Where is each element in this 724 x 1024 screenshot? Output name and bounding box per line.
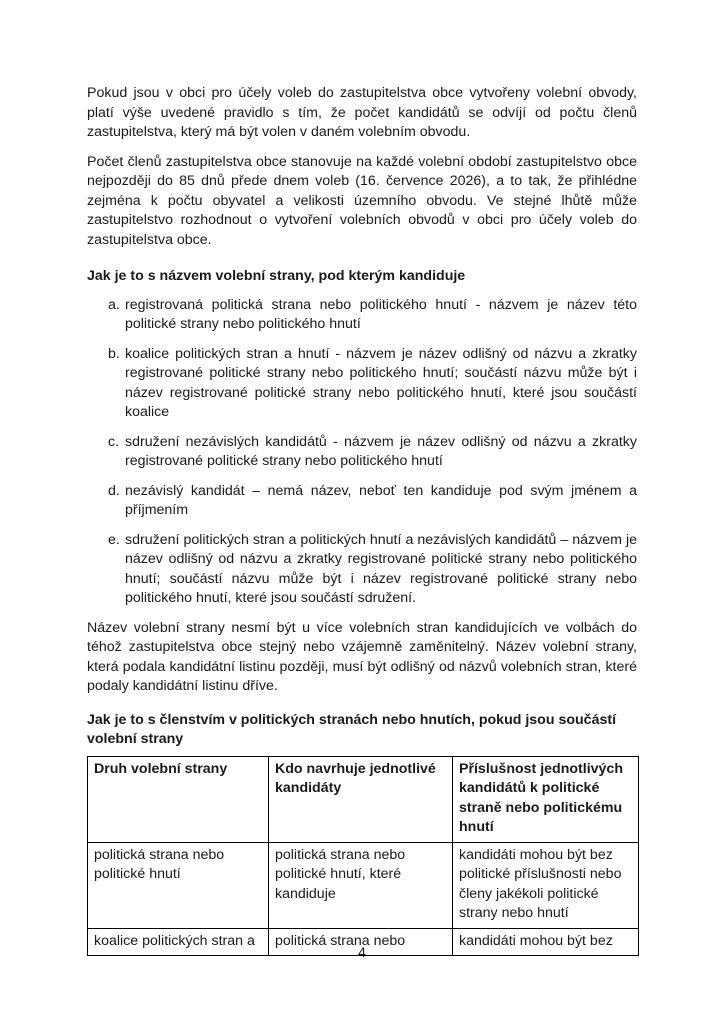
paragraph-voting-districts: Pokud jsou v obci pro účely voleb do zastupitelstva obce vytvořeny volební obvody, platí výše uvedené pravidlo s tím, že počet kandidátů se odvíjí od počtu členů zastupitelstva, který má být volen v daném volebním obvodu. — [87, 85, 637, 140]
table-cell: politická strana nebo politické hnutí — [88, 842, 269, 928]
list-item — [87, 531, 637, 609]
list-letter: b. — [108, 345, 120, 362]
list-item-text: sdružení politických stran a politických hnutí a nezávislých kandidátů – názvem je název odlišný od názvu a zkratky registrované politické strany nebo politického hnutí; součástí názvu může být i název registrované politické strany nebo politického hnutí, které jsou součástí sdružení. — [125, 531, 637, 606]
section-heading-party-name: Jak je to s názvem volební strany, pod kterým kandiduje — [87, 268, 466, 284]
list-letter: e. — [108, 531, 120, 548]
table-cell: kandidáti mohou být bez — [453, 928, 639, 956]
table-cell: politická strana nebo politické hnutí, které kandiduje — [269, 842, 453, 928]
paragraph-party-name-rule: Název volební strany nesmí být u více volebních stran kandidujících ve volbách do téhož zastupitelstva obce stejný nebo vzájemně zaměnitelný. Název volební strany, která podala kandidátní listinu později, musí být odlišný od názvů volebních stran, které podaly kandidátní listinu dříve. — [87, 619, 637, 694]
list-item-text: nezávislý kandidát – nemá název, neboť ten kandiduje pod svým jménem a příjmením — [125, 482, 637, 518]
list-item — [87, 345, 637, 423]
section-heading-membership: Jak je to s členstvím v politických stranách nebo hnutích, pokud jsou součástí volební strany — [87, 711, 617, 747]
list-item-text: sdružení nezávislých kandidátů - názvem je název odlišný od názvu a zkratky registrované politické strany nebo politického hnutí — [125, 433, 637, 469]
table-header-cell: Příslušnost jednotlivých kandidátů k politické straně nebo politickému hnutí — [453, 756, 639, 842]
paragraph-council-size: Počet členů zastupitelstva obce stanovuje na každé volební období zastupitelstvo obce nejpozději do 85 dnů přede dnem voleb (16. července 2026), a to tak, že přihlédne zejména k počtu obyvatel a velikosti územního obvodu. Ve stejné lhůtě může zastupitelstvo rozhodnout o vytvoření volebních obvodů v obci pro účely voleb do zastupitelstva obce. — [87, 153, 637, 248]
table-header-cell: Kdo navrhuje jednotlivé kandidáty — [269, 756, 453, 842]
list-item — [87, 296, 637, 335]
table-header-row — [88, 756, 639, 842]
table-row — [88, 842, 639, 928]
table-cell: politická strana nebo — [269, 928, 453, 956]
list-item-text: registrovaná politická strana nebo politického hnutí - názvem je název této politické strany nebo politického hnutí — [125, 296, 637, 332]
list-letter: a. — [108, 296, 120, 313]
list-item — [87, 433, 637, 472]
list-item-text: koalice politických stran a hnutí - názvem je název odlišný od názvu a zkratky registrované politické strany nebo politického hnutí; součástí názvu může být i název registrované politické strany nebo politického hnutí, které jsou součástí koalice — [125, 345, 637, 420]
page-number: 4 — [358, 945, 366, 961]
list-letter: d. — [108, 482, 120, 499]
party-name-list — [87, 296, 637, 609]
table-cell: koalice politických stran a — [88, 928, 269, 956]
list-letter: c. — [108, 433, 120, 450]
table-cell: kandidáti mohou být bez politické příslušnosti nebo členy jakékoli politické strany nebo hnutí — [453, 842, 639, 928]
membership-table — [87, 756, 639, 957]
table-header-cell: Druh volební strany — [88, 756, 269, 842]
page-content — [87, 84, 637, 956]
list-item — [87, 482, 637, 521]
